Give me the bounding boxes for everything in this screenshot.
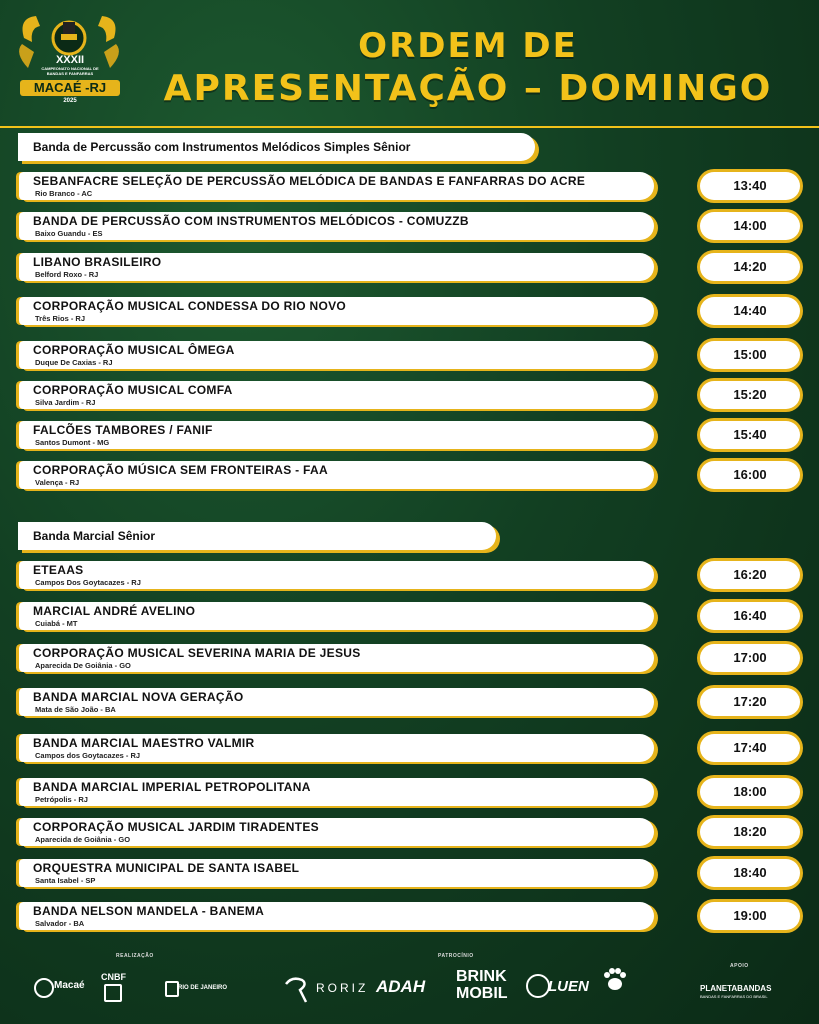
time-badge: 17:40 [700, 734, 800, 762]
band-city: Duque De Caxias - RJ [35, 358, 113, 367]
schedule-row [0, 341, 819, 371]
time-badge: 16:40 [700, 602, 800, 630]
band-pill [19, 253, 654, 281]
schedule-row [0, 381, 819, 411]
mobil-logo: MOBIL [456, 985, 508, 1002]
planetabandas-logo: PLANETABANDAS [700, 984, 772, 993]
category-label-percussao: Banda de Percussão com Instrumentos Melódicos Simples Sênior [18, 133, 535, 161]
schedule-row [0, 561, 819, 591]
schedule-row [0, 859, 819, 889]
brink-logo: BRINK [456, 968, 507, 985]
luen-ring-icon [526, 974, 550, 998]
band-name: SEBANFACRE SELEÇÃO DE PERCUSSÃO MELÓDICA DE BANDAS E FANFARRAS DO ACRE [33, 174, 586, 188]
schedule-row [0, 212, 819, 242]
band-name: BANDA NELSON MANDELA - BANEMA [33, 904, 265, 918]
schedule-row [0, 461, 819, 491]
realizacao-label: REALIZAÇÃO [116, 953, 154, 959]
category-label-marcial: Banda Marcial Sênior [18, 522, 496, 550]
band-pill [19, 461, 654, 489]
band-name: ETEAAS [33, 563, 84, 577]
schedule-row [0, 253, 819, 283]
band-city: Rio Branco - AC [35, 189, 93, 198]
band-city: Santos Dumont - MG [35, 438, 110, 447]
band-pill [19, 902, 654, 930]
schedule-row [0, 297, 819, 327]
time-badge: 18:40 [700, 859, 800, 887]
schedule-row [0, 818, 819, 848]
band-pill [19, 381, 654, 409]
planetabandas-tagline: BANDAS E FANFARRAS DO BRASIL [700, 994, 768, 999]
page-title-line2: APRESENTAÇÃO – DOMINGO [163, 68, 773, 109]
band-pill [19, 818, 654, 846]
band-city: Mata de São João - BA [35, 705, 116, 714]
schedule-row [0, 172, 819, 202]
logo-city: MACAÉ -RJ [20, 80, 120, 96]
band-city: Petrópolis - RJ [35, 795, 88, 804]
time-badge: 15:20 [700, 381, 800, 409]
cnbf-shield-icon [104, 984, 122, 1002]
roriz-mark-icon [282, 974, 312, 1004]
paw-print-icon [602, 966, 628, 994]
band-name: BANDA MARCIAL IMPERIAL PETROPOLITANA [33, 780, 311, 794]
patrocinio-label: PATROCÍNIO [438, 953, 474, 959]
band-pill [19, 341, 654, 369]
schedule-row [0, 421, 819, 451]
band-pill [19, 561, 654, 589]
band-name: BANDA MARCIAL MAESTRO VALMIR [33, 736, 255, 750]
schedule-row [0, 688, 819, 718]
schedule-row [0, 734, 819, 764]
band-name: CORPORAÇÃO MUSICAL JARDIM TIRADENTES [33, 820, 319, 834]
band-city: Baixo Guandu - ES [35, 229, 103, 238]
schedule-row [0, 602, 819, 632]
band-name: BANDA MARCIAL NOVA GERAÇÃO [33, 690, 244, 704]
logo-edition: XXXII [55, 54, 85, 66]
band-pill [19, 734, 654, 762]
rj-crest-icon [165, 981, 179, 997]
band-name: CORPORAÇÃO MUSICAL CONDESSA DO RIO NOVO [33, 299, 347, 313]
band-name: LIBANO BRASILEIRO [33, 255, 162, 269]
time-badge: 16:00 [700, 461, 800, 489]
schedule-row [0, 778, 819, 808]
apoio-label: APOIO [730, 963, 749, 969]
band-city: Silva Jardim - RJ [35, 398, 96, 407]
time-badge: 18:00 [700, 778, 800, 806]
macae-logo: Macaé [54, 980, 85, 991]
band-city: Santa Isabel - SP [35, 876, 96, 885]
band-city: Belford Roxo - RJ [35, 270, 99, 279]
time-badge: 14:40 [700, 297, 800, 325]
time-badge: 14:20 [700, 253, 800, 281]
band-city: Campos Dos Goytacazes - RJ [35, 578, 141, 587]
roriz-logo: RORIZ [316, 981, 369, 995]
time-badge: 15:00 [700, 341, 800, 369]
divider-top [0, 126, 819, 128]
time-badge: 16:20 [700, 561, 800, 589]
schedule-row [0, 902, 819, 932]
time-badge: 19:00 [700, 902, 800, 930]
time-badge: 14:00 [700, 212, 800, 240]
band-city: Cuiabá - MT [35, 619, 78, 628]
band-city: Valença - RJ [35, 478, 80, 487]
band-pill [19, 859, 654, 887]
time-badge: 17:00 [700, 644, 800, 672]
band-name: MARCIAL ANDRÉ AVELINO [33, 604, 196, 618]
page-title-line1: ORDEM DE [358, 26, 578, 66]
band-city: Três Rios - RJ [35, 314, 86, 323]
luen-logo: LUEN [548, 978, 589, 995]
band-city: Aparecida de Goiânia - GO [35, 835, 131, 844]
band-pill [19, 172, 654, 200]
band-name: FALCÕES TAMBORES / FANIF [33, 423, 213, 437]
band-name: CORPORAÇÃO MÚSICA SEM FRONTEIRAS - FAA [33, 463, 328, 477]
band-pill [19, 644, 654, 672]
band-pill [19, 778, 654, 806]
band-pill [19, 688, 654, 716]
band-name: CORPORAÇÃO MUSICAL ÔMEGA [33, 343, 235, 357]
adah-logo: ADAH [376, 977, 426, 996]
band-pill [19, 212, 654, 240]
band-pill [19, 421, 654, 449]
logo-year: 2025 [63, 98, 77, 104]
band-city: Salvador - BA [35, 919, 85, 928]
time-badge: 18:20 [700, 818, 800, 846]
time-badge: 17:20 [700, 688, 800, 716]
band-name: CORPORAÇÃO MUSICAL COMFA [33, 383, 233, 397]
time-badge: 13:40 [700, 172, 800, 200]
band-city: Aparecida De Goiânia - GO [35, 661, 131, 670]
band-pill [19, 602, 654, 630]
band-pill [19, 297, 654, 325]
time-badge: 15:40 [700, 421, 800, 449]
macae-seal-icon [34, 978, 54, 998]
rj-government-logo: RIO DE JANEIRO [178, 985, 228, 991]
logo-subtitle: CAMPEONATO NACIONAL DE BANDAS E FANFARRAS [41, 66, 99, 76]
band-name: CORPORAÇÃO MUSICAL SEVERINA MARIA DE JESUS [33, 646, 361, 660]
cnbf-logo: CNBF [101, 972, 126, 982]
band-name: ORQUESTRA MUNICIPAL DE SANTA ISABEL [33, 861, 300, 875]
band-name: BANDA DE PERCUSSÃO COM INSTRUMENTOS MELÓDICOS - COMUZZB [33, 214, 469, 228]
band-city: Campos dos Goytacazes - RJ [35, 751, 141, 760]
schedule-row [0, 644, 819, 674]
